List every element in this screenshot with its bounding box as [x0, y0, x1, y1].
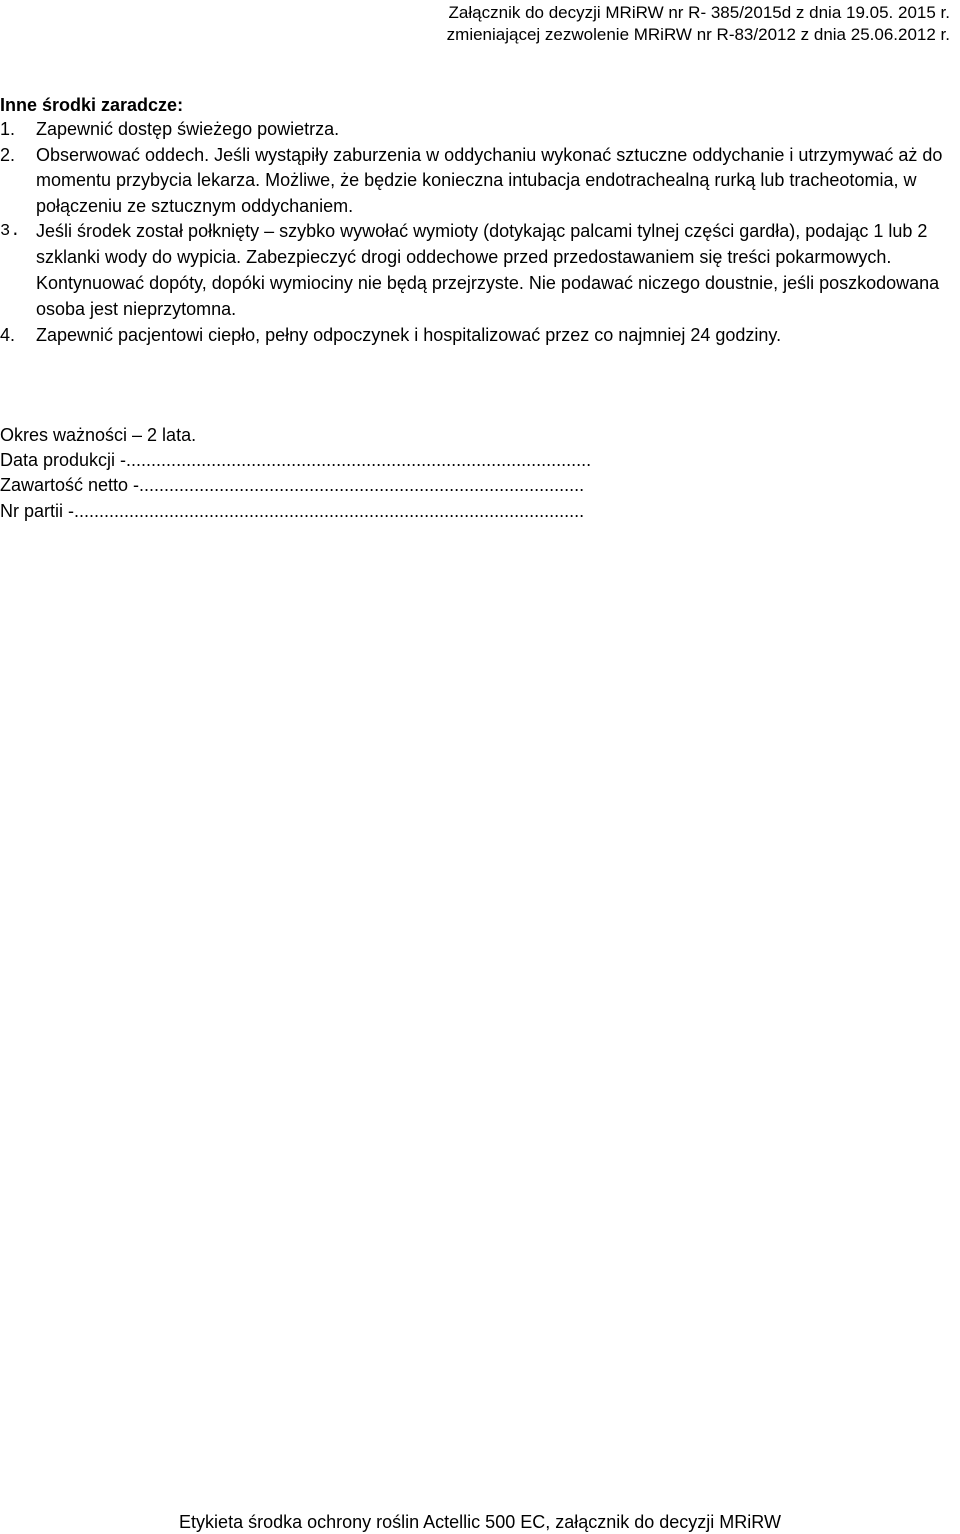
document-header — [447, 2, 950, 46]
validity-line: Okres ważności – 2 lata. — [0, 425, 197, 445]
measure-item-4 — [0, 323, 960, 349]
section-title: Inne środki zaradcze: — [0, 95, 184, 115]
production-date-line: Data produkcji -............................................................................................. — [0, 450, 592, 471]
product-info — [0, 423, 591, 524]
measure-text: Zapewnić dostęp świeżego powietrza. — [36, 119, 340, 139]
measures-list — [0, 117, 960, 348]
header-line-2: zmieniającej zezwolenie MRiRW nr R-83/2012 z dnia 25.06.2012 r. — [446, 25, 950, 44]
measure-number: 3. — [0, 222, 21, 242]
measure-item-2 — [0, 143, 960, 220]
measure-text: Obserwować oddech. Jeśli wystąpiły zaburzenia w oddychaniu wykonać sztuczne oddychanie i utrzymywać aż do momentu przybycia lekarza. Możliwe, że będzie konieczna intubacja endotrachealną rurką lub tracheotomia, w połączeniu ze sztucznym oddychaniem. — [36, 144, 943, 216]
header-line-1: Załącznik do decyzji MRiRW nr R- 385/2015d z dnia 19.05. 2015 r. — [448, 3, 950, 22]
net-content-line: Zawartość netto -......................................................................................... — [0, 475, 585, 496]
measure-text: Jeśli środek został połknięty – szybko wywołać wymioty (dotykając palcami tylnej części gardła), podając 1 lub 2 szklanki wody do wypicia. Zabezpieczyć drogi oddechowe przed przedostawaniem się treści pokarmowych. Kontynuować dopóty, dopóki wymiociny nie będą przejrzyste. Nie podawać niczego doustnie, jeśli poszkodowana osoba jest nieprzytomna. — [36, 221, 940, 319]
measure-number: 4. — [0, 324, 16, 345]
document-footer: Etykieta środka ochrony roślin Actellic 500 EC, załącznik do decyzji MRiRW — [179, 1512, 781, 1532]
measure-number: 1. — [0, 119, 16, 139]
batch-number-line: Nr partii -...................................................................................................... — [0, 500, 585, 521]
measure-item-3 — [0, 219, 960, 322]
measure-text: Zapewnić pacjentowi ciepło, pełny odpoczynek i hospitalizować przez co najmniej 24 godziny. — [36, 324, 782, 345]
measure-number: 2. — [0, 144, 16, 165]
measure-item-1 — [0, 117, 960, 143]
